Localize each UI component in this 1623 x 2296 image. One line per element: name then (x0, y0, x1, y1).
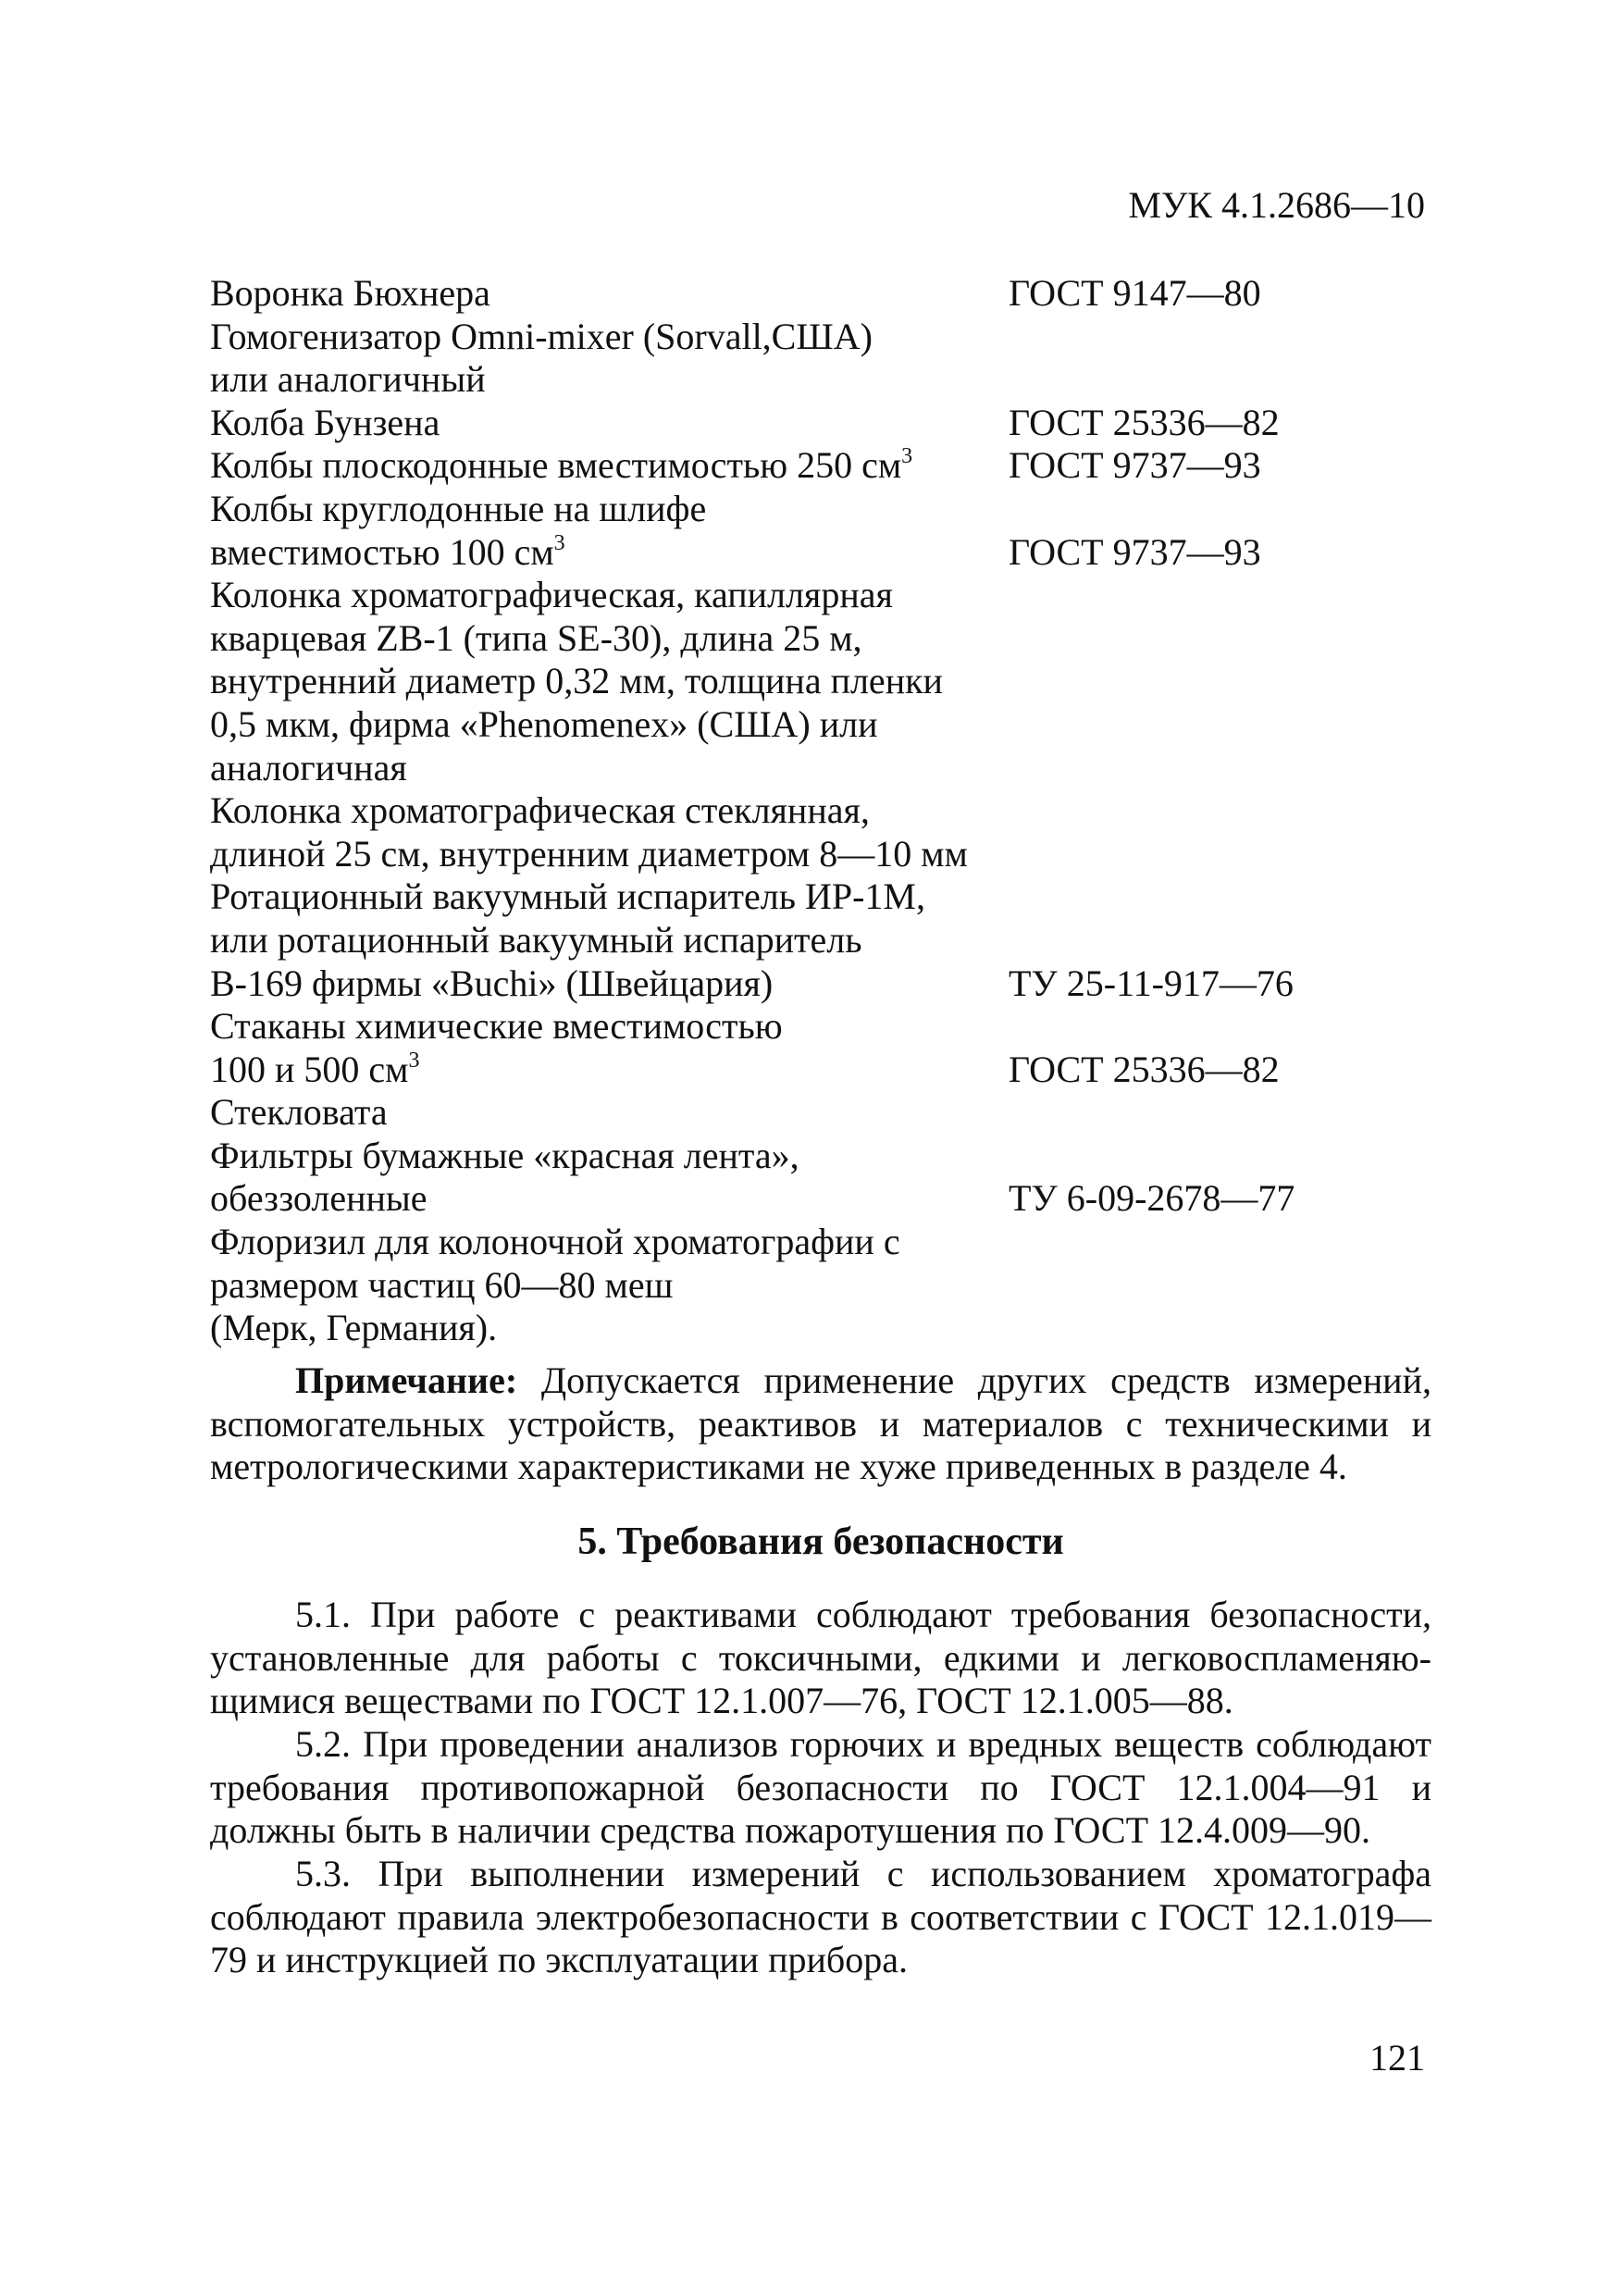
note-paragraph (210, 1359, 1431, 1489)
equipment-list (210, 272, 1431, 1350)
equipment-name: или ротационный вакуумный испаритель (210, 918, 862, 961)
equipment-name: Колбы круглодонные на шлифе (210, 487, 707, 529)
note-label: Примечание: (295, 1359, 518, 1401)
equipment-name: Ротационный вакуумный испаритель ИР-1М, (210, 875, 925, 918)
equipment-name: Фильтры бумажные «красная лента», (210, 1134, 799, 1176)
equipment-line (210, 660, 1431, 703)
equipment-line (210, 875, 1431, 919)
equipment-name: 0,5 мкм, фирма «Phenomenex» (США) или (210, 702, 878, 745)
equipment-standard: ГОСТ 9737—93 (1009, 530, 1261, 573)
equipment-name: обеззоленные (210, 1177, 427, 1220)
equipment-line (210, 1005, 1431, 1049)
safety-paragraph-5-1: 5.1. При работе с реактивами соблюдают требования безопасности, установленные для работы с токсичными, едкими и легковоспламеняющимися веществами по ГОСТ 12.1.007—76, ГОСТ 12.1.005—88. (210, 1594, 1431, 1722)
equipment-line (210, 617, 1431, 661)
document-code-header: МУК 4.1.2686—10 (1128, 184, 1425, 226)
equipment-line (210, 1135, 1431, 1178)
equipment-line (210, 1307, 1431, 1350)
equipment-standard: ГОСТ 25336—82 (1009, 401, 1280, 443)
equipment-name: длиной 25 см, внутренним диаметром 8—10 мм (210, 832, 968, 875)
equipment-name: внутренний диаметр 0,32 мм, толщина пленки (210, 660, 943, 702)
equipment-line (210, 531, 1431, 575)
superscript: 3 (901, 444, 913, 469)
equipment-line (210, 488, 1431, 531)
equipment-name: Флоризил для колоночной хроматографии с (210, 1221, 900, 1263)
equipment-line (210, 574, 1431, 617)
equipment-line (210, 919, 1431, 962)
equipment-line (210, 402, 1431, 445)
equipment-name: Колонка хроматографическая, капиллярная (210, 574, 893, 616)
safety-paragraph-5-2: 5.2. При проведении анализов горючих и вредных веществ соблюдают требования противопожарной безопасности по ГОСТ 12.1.004—91 и должны быть в наличии средства пожаротушения по ГОСТ 12.4.009—90. (210, 1723, 1431, 1852)
equipment-name: аналогичная (210, 746, 407, 788)
equipment-line (210, 833, 1431, 876)
equipment-line (210, 1049, 1431, 1092)
equipment-name: размером частиц 60—80 меш (210, 1263, 674, 1306)
equipment-name: Колонка хроматографическая стеклянная, (210, 789, 870, 832)
equipment-standard: ТУ 6-09-2678—77 (1009, 1177, 1295, 1220)
equipment-name: или аналогичный (210, 358, 486, 401)
superscript: 3 (553, 530, 565, 555)
note-text: Допускается применение других средств измерений, вспомогательных устройств, реактивов и материалов с техническими и метрологическими характеристиками не хуже приведенных в разделе 4. (210, 1359, 1431, 1488)
equipment-line (210, 789, 1431, 833)
equipment-name: Гомогенизатор Omni-mixer (Sorvall,США) (210, 315, 873, 357)
equipment-line (210, 703, 1431, 747)
equipment-name: вместимостью 100 $см^3$ (210, 530, 565, 573)
equipment-standard: ГОСТ 9147—80 (1009, 272, 1261, 314)
equipment-name: (Мерк, Германия). (210, 1307, 498, 1349)
equipment-name: 100 и 500 $см^3$ (210, 1048, 420, 1090)
equipment-name: Стекловата (210, 1091, 388, 1134)
equipment-standard: ГОСТ 9737—93 (1009, 444, 1261, 487)
superscript: 3 (408, 1048, 420, 1073)
safety-paragraph-5-3: 5.3. При выполнении измерений с использованием хроматографа соблюдают правила электробезопасности в соответствии с ГОСТ 12.1.019—79 и инструкцией по эксплуатации прибора. (210, 1853, 1431, 1981)
equipment-line (210, 316, 1431, 359)
equipment-line (210, 444, 1431, 488)
equipment-name: В-169 фирмы «Buchi» (Швейцария) (210, 962, 774, 1004)
equipment-standard: ТУ 25-11-917—76 (1009, 962, 1294, 1004)
equipment-name: Колба Бунзена (210, 401, 440, 443)
section-title: 5. Требования безопасности (577, 1520, 1064, 1563)
equipment-line (210, 1264, 1431, 1308)
equipment-line (210, 1177, 1431, 1221)
equipment-name: кварцевая ZB-1 (типа SE-30), длина 25 м, (210, 616, 862, 659)
equipment-name: Стаканы химические вместимостью (210, 1005, 783, 1048)
equipment-line (210, 1221, 1431, 1264)
equipment-line (210, 962, 1431, 1006)
equipment-line (210, 272, 1431, 316)
page-number: 121 (1369, 2037, 1425, 2079)
equipment-name: Колбы плоскодонные вместимостью 250 $см^3$ (210, 444, 913, 487)
equipment-name: Воронка Бюхнера (210, 272, 490, 314)
equipment-line (210, 358, 1431, 402)
equipment-line (210, 747, 1431, 790)
equipment-standard: ГОСТ 25336—82 (1009, 1048, 1280, 1090)
equipment-line (210, 1091, 1431, 1135)
